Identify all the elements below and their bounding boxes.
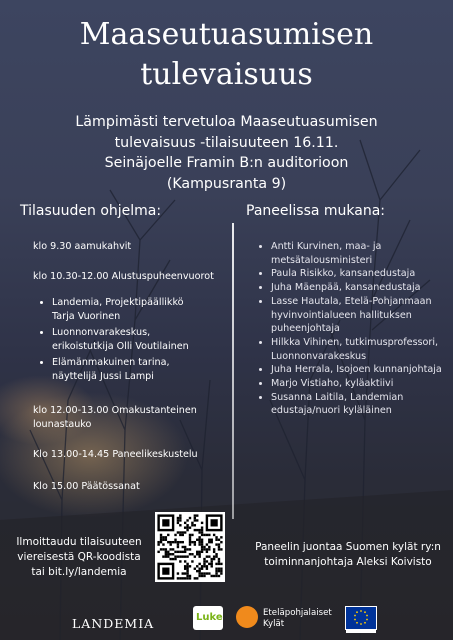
subitem-story: • Elämänmakuinen tarina, näyttelijä Jussi Lampi [52, 356, 228, 383]
panelist-item: • Hilkka Vihinen, tutkimusprofessori, Luonnonvarakeskus [271, 336, 447, 363]
registration-text: Ilmoittaudu tilaisuuteen viereisestä QR-koodista tai bit.ly/landemia [16, 536, 142, 578]
panelist-item: • Juha Mäenpää, kansanedustaja [271, 281, 447, 295]
moderator-text: Paneelin juontaa Suomen kylät ry:n toiminnanjohtaja Aleksi Koivisto [255, 541, 441, 568]
program-item-coffee: klo 9.30 aamukahvit [33, 241, 132, 252]
panelist-item: • Lasse Hautala, Etelä-Pohjanmaan hyvinvointialueen hallituksen puheenjohtaja [271, 295, 447, 336]
qr-code[interactable] [155, 512, 225, 582]
eu-flag-icon [345, 606, 377, 630]
intro-text [40, 112, 413, 194]
panel-list [257, 240, 447, 418]
etelapohjalaiset-emblem-icon [236, 606, 258, 628]
subitem-landemia: • Landemia, Projektipäällikkö Tarja Vuorinen [52, 296, 228, 323]
program-item-panel: Klo 13.00-14.45 Paneelikeskustelu [33, 449, 198, 460]
landemia-logo: LANDEMIA [72, 616, 155, 631]
panelist-item: • Juha Herrala, Isojoen kunnanjohtaja [271, 363, 447, 377]
program-item-lunch: klo 12.00-13.00 Omakustanteinen lounastauko [33, 405, 197, 430]
title-line-1: Maaseutuasumisen [79, 17, 374, 52]
panelist-item: • Marjo Vistiaho, kyläaktiivi [271, 377, 447, 391]
intro-line-3: Seinäjoelle Framin B:n auditorioon [104, 155, 349, 171]
intro-line-1: Lämpimästi tervetuloa Maaseutuasumisen [75, 114, 378, 130]
panelist-item: • Susanna Laitila, Landemian edustaja/nuori kyläläinen [271, 391, 447, 418]
luke-logo: Luke [193, 606, 223, 630]
panelist-item: • Antti Kurvinen, maa- ja metsätalousministeri [271, 240, 447, 267]
intro-line-4: (Kampusranta 9) [166, 175, 287, 192]
program-subitems [38, 296, 228, 387]
panelist-item: • Paula Risikko, kansanedustaja [271, 267, 447, 281]
column-divider [232, 223, 234, 519]
logo-bar: LANDEMIA Luke Eteläpohjalaiset Kylät [0, 600, 453, 640]
program-item-opening: klo 10.30-12.00 Alustuspuheenvuorot [33, 271, 214, 282]
intro-line-2: tulevaisuus -tilaisuuteen 16.11. [114, 134, 339, 151]
panel-heading: Paneelissa mukana: [246, 203, 386, 219]
qr-code-pattern [155, 512, 225, 582]
title-line-2: tulevaisuus [140, 57, 313, 92]
program-heading: Tilasuuden ohjelma: [20, 203, 162, 219]
subitem-luke: • Luonnonvarakeskus, erikoistutkija Olli Voutilainen [52, 326, 228, 353]
program-item-closing: Klo 15.00 Päätössanat [33, 481, 140, 492]
